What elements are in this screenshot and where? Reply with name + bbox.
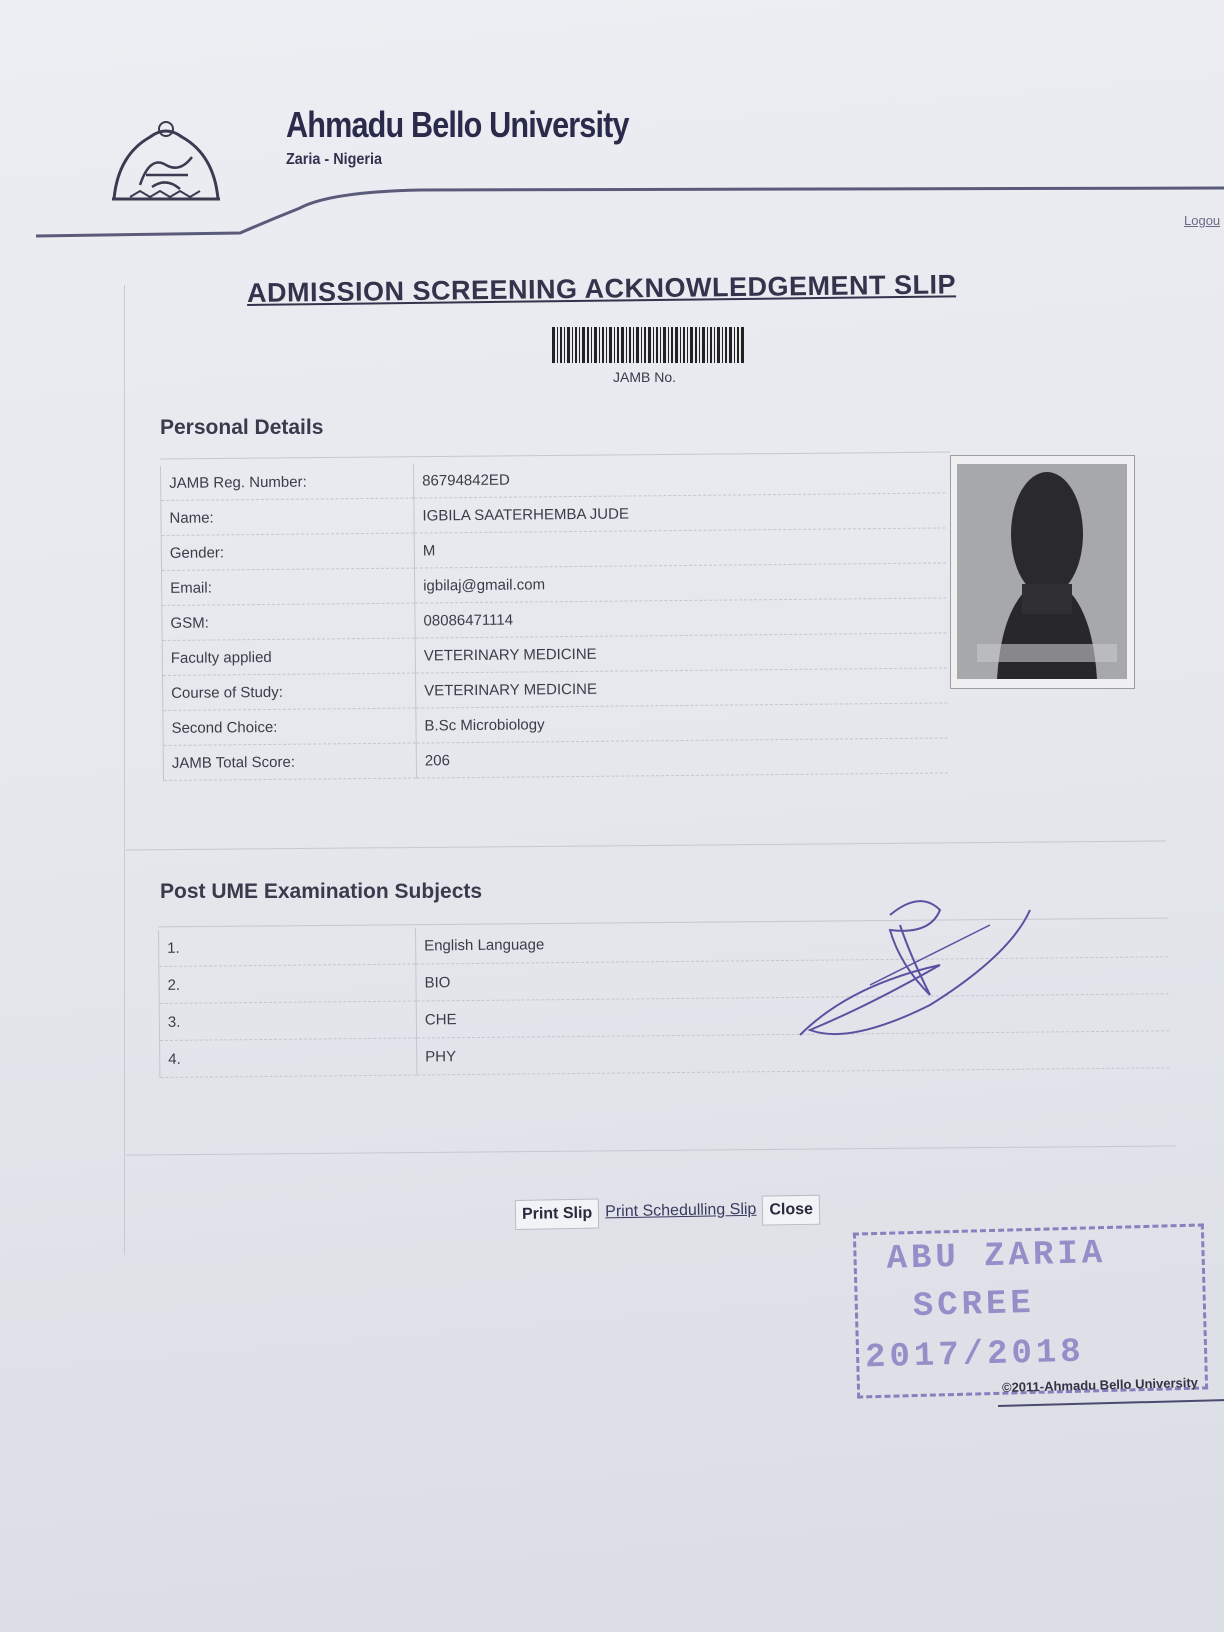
row-label: JAMB Total Score: [163, 743, 416, 780]
row-label: Second Choice: [163, 708, 416, 745]
row-label: Gender: [161, 533, 414, 570]
subject-name: BIO [416, 957, 1169, 1001]
table-row [163, 738, 948, 781]
university-location: Zaria - Nigeria [286, 151, 383, 168]
copyright-text: ©2011-Ahmadu Bello University [1001, 1374, 1199, 1395]
subjects-heading: Post UME Examination Subjects [160, 880, 483, 903]
close-button[interactable]: Close [762, 1195, 820, 1226]
row-value: VETERINARY MEDICINE [415, 668, 947, 708]
row-value: 08086471114 [415, 598, 947, 638]
row-label: Course of Study: [163, 673, 416, 710]
personal-details-table [160, 458, 948, 781]
print-slip-button[interactable]: Print Slip [515, 1199, 600, 1230]
row-value: IGBILA SAATERHEMBA JUDE [414, 493, 946, 533]
row-value: B.Sc Microbiology [416, 703, 948, 743]
subject-number: 4. [160, 1038, 417, 1077]
personal-details-heading: Personal Details [160, 416, 324, 439]
subject-number: 3. [159, 1001, 416, 1040]
subject-number: 2. [159, 964, 416, 1003]
subject-name: CHE [416, 994, 1169, 1038]
logout-link[interactable]: Logou [1184, 213, 1221, 228]
row-value: 86794842ED [413, 458, 945, 498]
row-value: 206 [416, 738, 948, 778]
row-value: igbilaj@gmail.com [414, 563, 946, 603]
subject-name: English Language [415, 920, 1168, 964]
slip-title: ADMISSION SCREENING ACKNOWLEDGEMENT SLIP [246, 269, 957, 308]
photo-image [957, 464, 1127, 679]
stamp-line-1: ABU ZARIA [886, 1235, 1107, 1279]
row-value: VETERINARY MEDICINE [415, 633, 947, 673]
row-label: Name: [161, 498, 414, 535]
row-value: M [414, 528, 946, 568]
action-bar [515, 1195, 820, 1230]
barcode-caption: JAMB No. [613, 369, 677, 385]
row-label: GSM: [162, 603, 415, 640]
screening-stamp [853, 1223, 1208, 1398]
jamb-barcode [552, 327, 744, 363]
stamp-line-3: 2017/2018 [864, 1333, 1086, 1378]
handwritten-signature [790, 895, 1040, 1055]
row-label: Faculty applied [162, 638, 415, 675]
print-scheduling-slip-link[interactable]: Print Schedulling Slip [605, 1200, 757, 1221]
row-label: Email: [162, 568, 415, 605]
header-swoosh [0, 180, 1224, 240]
subject-name: PHY [417, 1031, 1170, 1075]
row-label: JAMB Reg. Number: [160, 464, 413, 501]
subject-number: 1. [158, 928, 415, 967]
university-name: Ahmadu Bello University [286, 104, 629, 145]
applicant-photo [950, 455, 1135, 689]
stamp-line-2: SCREE [912, 1284, 1036, 1327]
